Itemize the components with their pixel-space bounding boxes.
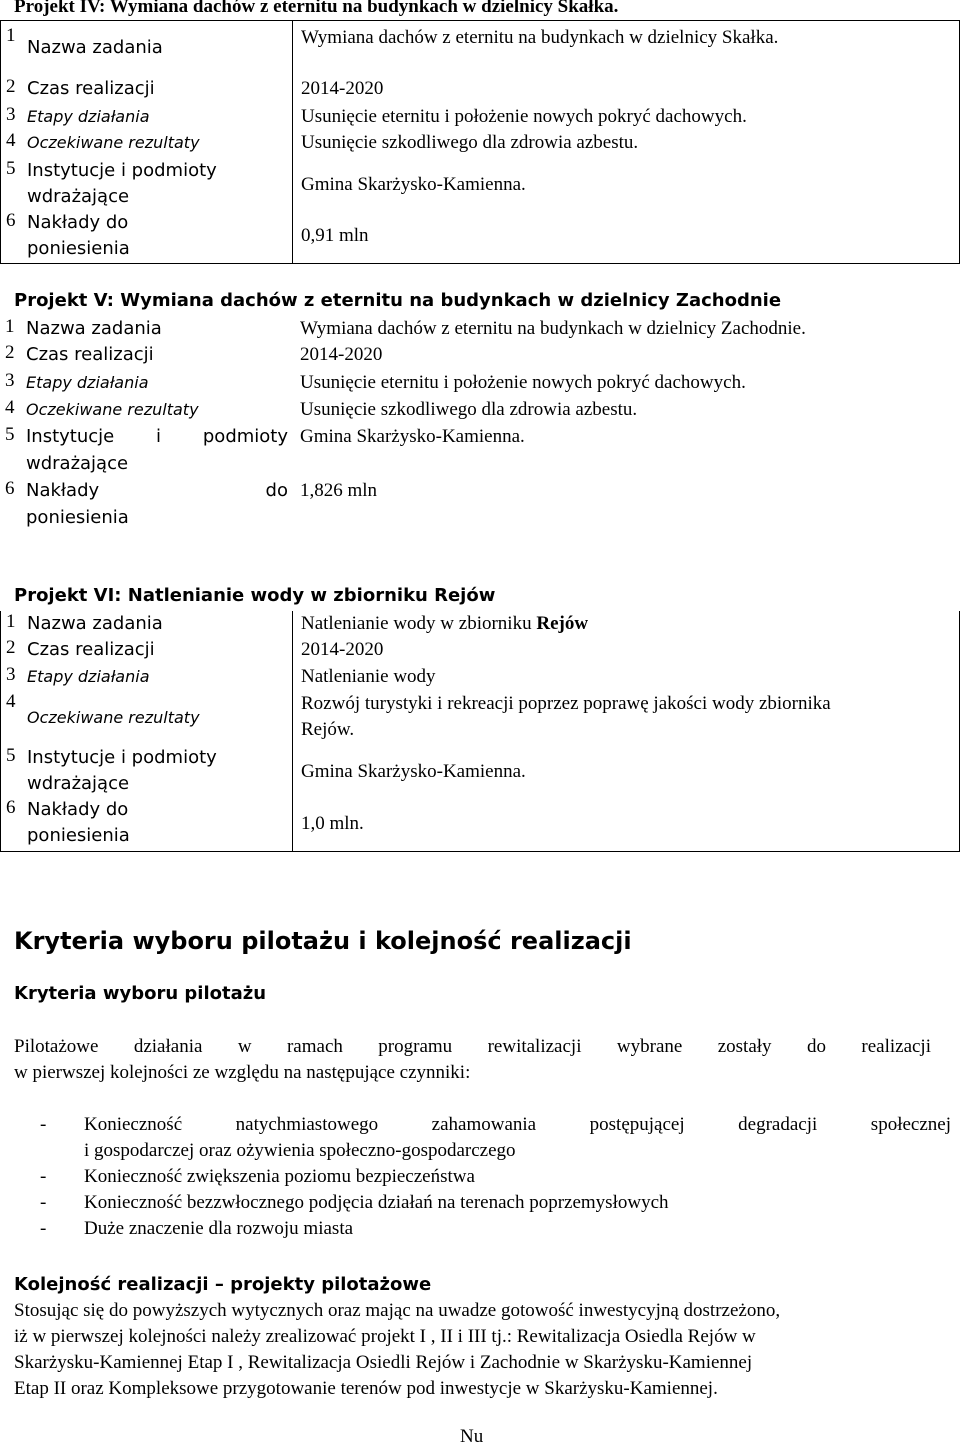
- row-number: 4: [6, 691, 16, 712]
- row-label-line2: poniesienia: [26, 507, 129, 528]
- row-number: 6: [6, 797, 16, 818]
- row-number: 1: [5, 316, 15, 337]
- row-label: Nazwa zadania: [27, 613, 163, 634]
- row-number: 4: [5, 397, 15, 418]
- row-label-line2: wdrażające: [26, 453, 129, 474]
- project-6-title: Projekt VI: Natlenianie wody w zbiorniku Rejów: [14, 585, 496, 606]
- row-value: Wymiana dachów z eternitu na budynkach w dzielnicy Zachodnie.: [300, 318, 806, 339]
- criteria-heading: Kryteria wyboru pilotażu i kolejność realizacji: [14, 927, 632, 955]
- criteria-subheading: Kryteria wyboru pilotażu: [14, 983, 267, 1004]
- page-footer: Nu: [460, 1426, 484, 1447]
- row-label-line1: Instytucje i podmioty: [27, 747, 217, 768]
- project-4-table: [0, 20, 960, 264]
- order-paragraph: [14, 1298, 954, 1402]
- row-label: Nazwa zadania: [27, 37, 163, 58]
- project-4-title: Projekt IV: Wymiana dachów z eternitu na budynkach w dzielnicy Skałka.: [14, 0, 619, 17]
- row-number: 5: [6, 745, 16, 766]
- row-value: Usunięcie eternitu i położenie nowych pokryć dachowych.: [300, 372, 746, 393]
- criteria-bullet-list: [40, 1112, 951, 1242]
- row-label: Nazwa zadania: [26, 318, 162, 339]
- row-number: 1: [6, 25, 16, 46]
- row-label-line2: poniesienia: [27, 238, 130, 259]
- row-number: 6: [5, 478, 15, 499]
- list-item: - Konieczność natychmiastowego zahamowania postępującej degradacji społecznej: [40, 1112, 951, 1138]
- row-number: 5: [6, 158, 16, 179]
- row-value-bold: Rejów: [536, 613, 589, 634]
- list-item-continuation: i gospodarczej oraz ożywienia społeczno-gospodarczego: [84, 1140, 516, 1161]
- row-number: 5: [5, 424, 15, 445]
- row-label-line1: Nakłady do: [26, 480, 288, 501]
- row-number: 3: [5, 370, 15, 391]
- row-value: Wymiana dachów z eternitu na budynkach w dzielnicy Skałka.: [301, 27, 779, 48]
- row-number: 3: [6, 104, 16, 125]
- row-value: Gmina Skarżysko-Kamienna.: [300, 426, 525, 447]
- row-label: Oczekiwane rezultaty: [26, 400, 199, 419]
- row-number: 2: [6, 637, 16, 658]
- row-value: 2014-2020: [301, 639, 384, 660]
- row-label: Czas realizacji: [27, 639, 155, 660]
- project-6-table: [0, 611, 960, 852]
- row-label-line1: Nakłady do: [27, 799, 129, 820]
- row-label-line2: wdrażające: [27, 773, 130, 794]
- row-number: 2: [6, 76, 16, 97]
- list-item: - Konieczność bezzwłocznego podjęcia działań na terenach poprzemysłowych: [40, 1190, 951, 1216]
- row-label: Etapy działania: [27, 107, 150, 126]
- list-item: - Konieczność zwiększenia poziomu bezpieczeństwa: [40, 1164, 951, 1190]
- row-value: Natlenianie wody w zbiorniku Rejów: [301, 613, 589, 634]
- row-label-line1: Nakłady do: [27, 212, 129, 233]
- row-label: Czas realizacji: [27, 78, 155, 99]
- row-number: 2: [5, 342, 15, 363]
- row-label-line2: poniesienia: [27, 825, 130, 846]
- order-line: Etap II oraz Kompleksowe przygotowanie terenów pod inwestycje w Skarżysku-Kamiennej.: [14, 1378, 718, 1399]
- row-number: 3: [6, 664, 16, 685]
- project-5-title: Projekt V: Wymiana dachów z eternitu na budynkach w dzielnicy Zachodnie: [14, 290, 782, 311]
- order-line: iż w pierwszej kolejności należy zrealizować projekt I , II i III tj.: Rewitalizacja Osiedla Rejów w: [14, 1326, 756, 1347]
- row-number: 1: [6, 611, 16, 632]
- criteria-intro-line1: Pilotażowe działania w ramach programu rewitalizacji wybrane zostały do realizacji: [14, 1036, 931, 1057]
- row-label: Czas realizacji: [26, 344, 154, 365]
- row-value: Usunięcie eternitu i położenie nowych pokryć dachowych.: [301, 106, 747, 127]
- row-value-line2: Rejów.: [301, 719, 355, 740]
- row-value: Natlenianie wody: [301, 666, 436, 687]
- row-label: Etapy działania: [26, 373, 149, 392]
- row-label-line2: wdrażające: [27, 186, 130, 207]
- row-value-line1: Rozwój turystyki i rekreacji poprzez poprawę jakości wody zbiornika: [301, 693, 831, 714]
- order-heading: Kolejność realizacji – projekty pilotażowe: [14, 1274, 432, 1295]
- row-value: Usunięcie szkodliwego dla zdrowia azbestu.: [301, 132, 639, 153]
- row-value: 1,0 mln.: [301, 813, 364, 834]
- row-label: Etapy działania: [27, 667, 150, 686]
- order-line: Stosując się do powyższych wytycznych oraz mając na uwadze gotowość inwestycyjną dostrzeżono,: [14, 1300, 781, 1321]
- row-number: 6: [6, 210, 16, 231]
- order-line: Skarżysku-Kamiennej Etap I , Rewitalizacja Osiedli Rejów i Zachodnie w Skarżysku-Kamiennej: [14, 1352, 753, 1373]
- row-label-line1: Instytucje i podmioty: [26, 426, 288, 447]
- row-label-line1: Instytucje i podmioty: [27, 160, 217, 181]
- row-value: Gmina Skarżysko-Kamienna.: [301, 174, 526, 195]
- list-item: - Duże znaczenie dla rozwoju miasta: [40, 1216, 951, 1242]
- row-value: 1,826 mln: [300, 480, 378, 501]
- row-value: 2014-2020: [300, 344, 383, 365]
- row-value: Gmina Skarżysko-Kamienna.: [301, 761, 526, 782]
- row-number: 4: [6, 130, 16, 151]
- row-value: 0,91 mln: [301, 225, 369, 246]
- row-value: 2014-2020: [301, 78, 384, 99]
- row-value: Usunięcie szkodliwego dla zdrowia azbestu.: [300, 399, 638, 420]
- row-label: Oczekiwane rezultaty: [27, 133, 200, 152]
- row-label: Oczekiwane rezultaty: [27, 708, 200, 727]
- criteria-intro-line2: w pierwszej kolejności ze względu na następujące czynniki:: [14, 1062, 471, 1083]
